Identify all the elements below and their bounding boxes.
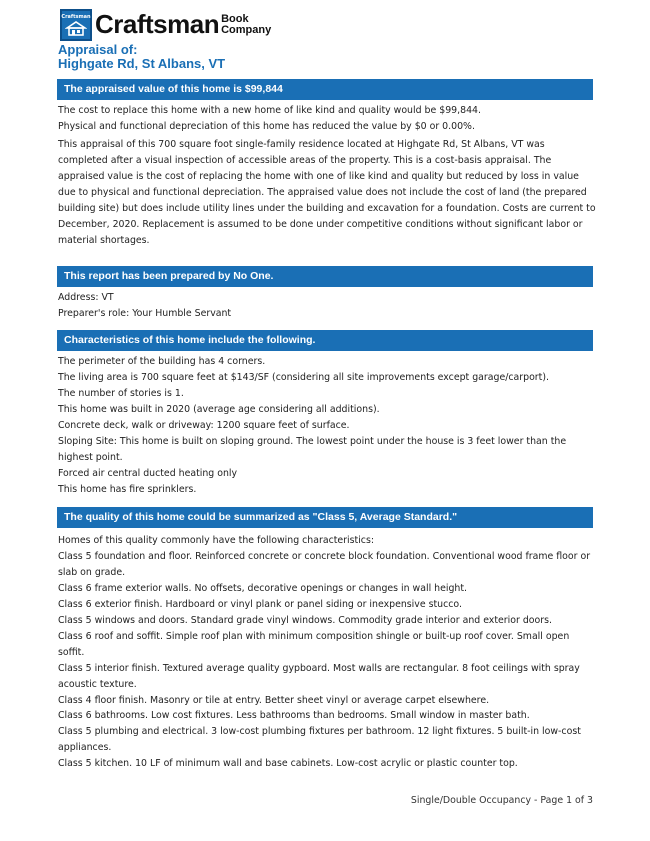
appraised-value-heading: The appraised value of this home is $99,844 [57, 79, 593, 100]
list-item: Forced air central ducted heating only [58, 467, 238, 479]
appraised-value-section [58, 103, 596, 249]
title-line2: Highgate Rd, St Albans, VT [58, 56, 226, 71]
characteristics-heading: Characteristics of this home include the following. [57, 330, 593, 351]
page-footer: Single/Double Occupancy - Page 1 of 3 [410, 795, 593, 806]
quality-heading: The quality of this home could be summarized as "Class 5, Average Standard." [57, 507, 593, 528]
list-item: Class 5 windows and doors. Standard grade vinyl windows. Commodity grade interior and exterior doors. [58, 614, 552, 626]
logo-sub-line2: Company [221, 24, 272, 36]
list-item: Class 6 bathrooms. Low cost fixtures. Less bathrooms than bedrooms. Small window in master bath. [58, 710, 530, 722]
list-item: Class 5 interior finish. Textured average quality gypboard. Most walls are rectangular. 8 foot ceilings with spray acoustic texture. [58, 662, 580, 690]
list-item: Class 6 exterior finish. Hardboard or vinyl plank or panel siding or inexpensive stucco. [58, 598, 462, 610]
logo-sub-line1: Book [221, 13, 249, 25]
characteristics-list [58, 354, 596, 498]
prepared-by-section [58, 290, 596, 322]
replacement-cost-line: The cost to replace this home with a new home of like kind and quality would be $99,844. [58, 105, 481, 116]
list-item: Class 5 plumbing and electrical. 3 low-cost plumbing fixtures per bathroom. 12 light fixtures. 5 built-in low-cost appliances. [58, 726, 581, 754]
list-item: Concrete deck, walk or driveway: 1200 square feet of surface. [58, 419, 350, 431]
preparer-role-line: Preparer's role: Your Humble Servant [58, 307, 232, 319]
list-item: Class 5 kitchen. 10 LF of minimum wall and base cabinets. Low-cost acrylic or plastic counter top. [58, 758, 518, 770]
prepared-by-heading: This report has been prepared by No One. [57, 266, 593, 287]
quality-intro: Homes of this quality commonly have the following characteristics: [58, 535, 375, 546]
logo-mark-text: Craftsman [61, 14, 91, 20]
list-item: Sloping Site: This home is built on sloping ground. The lowest point under the house is 3 feet lower than the highest point. [58, 435, 567, 463]
list-item: Class 6 roof and soffit. Simple roof plan with minimum composition shingle or built-up roof cover. Small open soffit. [58, 630, 570, 658]
list-item: Class 4 floor finish. Masonry or tile at entry. Better sheet vinyl or average carpet elsewhere. [58, 694, 490, 706]
logo-mark [60, 9, 92, 41]
list-item: This home has fire sprinklers. [58, 483, 197, 495]
list-item: The perimeter of the building has 4 corners. [58, 356, 266, 367]
depreciation-line: Physical and functional depreciation of this home has reduced the value by $0 or 0.00%. [58, 120, 475, 132]
logo-wordmark: Craftsman [95, 9, 220, 39]
appraisal-paragraph: This appraisal of this 700 square foot single-family residence located at Highgate Rd, St Albans, VT was completed after a visual inspection of accessible areas of the property. This is a cost-basis appraisal. The appraised value is the cost of replacing the home with one of like kind and quality but reduced by loss in value due to physical and functional depreciation. The appraised value does not include the cost of land (the prepared building site) but does include utility lines under the building and excavation for a foundation. Costs are current to December, 2020. Replacement is assumed to be done under competitive conditions without significant labor or material shortages. [58, 138, 596, 246]
house-icon [65, 20, 87, 36]
list-item: The living area is 700 square feet at $143/SF (considering all site improvements except garage/carport). [58, 371, 549, 383]
address-line: Address: VT [58, 292, 114, 303]
logo-subtitle [221, 14, 271, 36]
quality-list [58, 533, 596, 772]
list-item: This home was built in 2020 (average age considering all additions). [58, 403, 380, 415]
page-title [58, 43, 225, 71]
company-logo [60, 9, 271, 45]
list-item: Class 5 foundation and floor. Reinforced concrete or concrete block foundation. Conventional wood frame floor or slab on grade. [58, 550, 591, 578]
list-item: Class 6 frame exterior walls. No offsets, decorative openings or changes in wall height. [58, 582, 468, 594]
list-item: The number of stories is 1. [58, 387, 184, 399]
title-line1: Appraisal of: [58, 42, 138, 57]
